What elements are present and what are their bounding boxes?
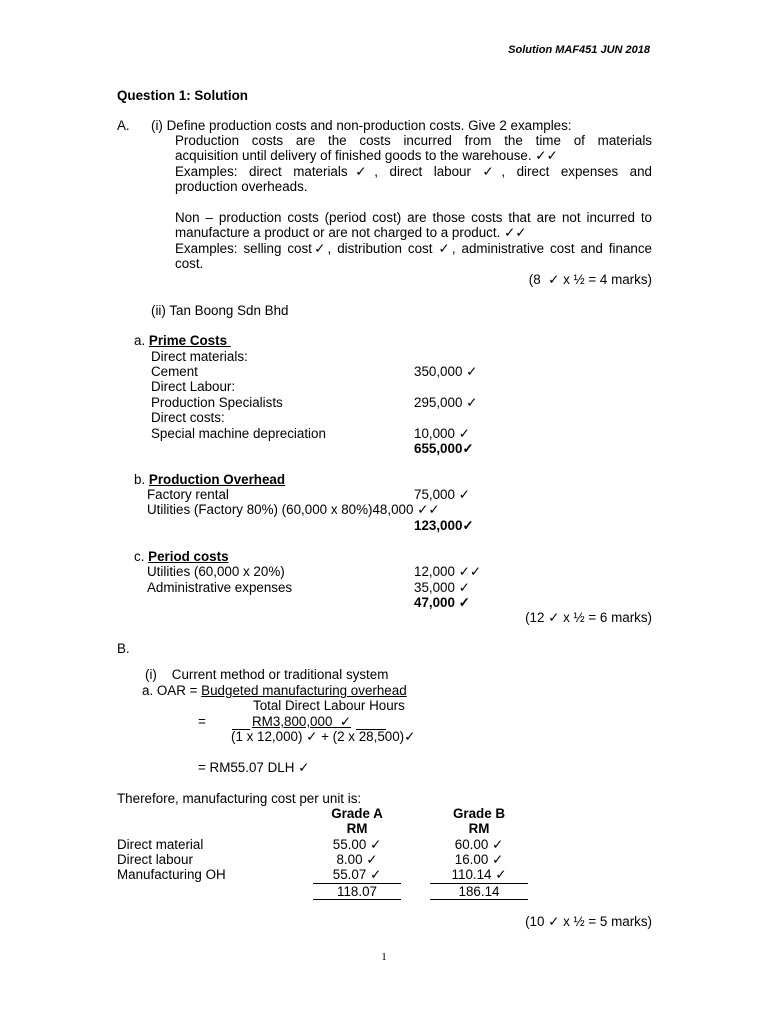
prime-costs-total: 655,000✓: [414, 441, 474, 456]
part-b-question-1: (i) Current method or traditional system: [145, 667, 389, 682]
table-row-label: Direct material: [117, 837, 204, 852]
production-examples-line-1: Examples: direct materials✓, direct labour ✓, direct expenses and: [175, 164, 652, 179]
table-cell-grade-b: 60.00 ✓: [454, 837, 504, 852]
table-total-grade-a: 118.07: [337, 884, 377, 899]
prime-row-label: Direct materials:: [151, 349, 248, 364]
total-line-bottom-a: [313, 899, 401, 900]
period-row-label: Administrative expenses: [147, 580, 293, 595]
prime-row-label: Special machine depreciation: [151, 426, 326, 441]
production-costs-line-1: Production costs are the costs incurred from the time of materials: [175, 133, 652, 148]
table-cell-grade-a: 55.07 ✓: [332, 867, 382, 882]
document-header: Solution MAF451 JUN 2018: [508, 44, 650, 56]
table-cell-grade-b: 110.14 ✓: [451, 867, 507, 882]
column-unit-a: RM: [346, 821, 368, 836]
oar-result: = RM55.07 DLH ✓: [198, 760, 310, 775]
calc-numerator: RM3,800,000 ✓: [252, 714, 352, 729]
production-overhead-heading: b. Production Overhead: [134, 472, 286, 487]
part-b-marker: B.: [117, 641, 130, 656]
column-header-grade-b: Grade B: [452, 806, 506, 821]
prime-row-label: Direct Labour:: [151, 379, 236, 394]
marks-allocation-1: (8 ✓ x ½ = 4 marks): [528, 272, 652, 287]
oar-formula: a. OAR = Budgeted manufacturing overhead: [142, 683, 407, 698]
prime-row-value: 10,000 ✓: [414, 426, 470, 441]
period-costs-heading: c. Period costs: [134, 549, 229, 564]
non-production-line-2: manufacture a product or are not charged to a product. ✓✓: [175, 225, 527, 240]
prime-row-label: Cement: [151, 364, 198, 379]
part-a-question-1: (i) Define production costs and non-production costs. Give 2 examples:: [151, 118, 572, 133]
non-production-line-1: Non – production costs (period cost) are those costs that are not incurred to: [175, 210, 652, 225]
overhead-row-label: Factory rental: [147, 487, 229, 502]
oar-denominator: Total Direct Labour Hours: [253, 698, 405, 713]
column-header-grade-a: Grade A: [331, 806, 383, 821]
total-line-bottom-b: [430, 899, 528, 900]
column-unit-b: RM: [468, 821, 490, 836]
table-cell-grade-a: 8.00 ✓: [336, 852, 378, 867]
page-number: 1: [381, 951, 387, 963]
period-costs-total: 47,000 ✓: [414, 595, 470, 610]
part-a-question-2: (ii) Tan Boong Sdn Bhd: [151, 303, 289, 318]
prime-costs-heading: a. Prime Costs: [134, 333, 231, 348]
prime-row-value: 295,000 ✓: [414, 395, 478, 410]
prime-row-label: Direct costs:: [151, 410, 225, 425]
production-examples-line-2: production overheads.: [175, 179, 308, 194]
equals-sign: =: [198, 714, 206, 729]
table-total-grade-b: 186.14: [458, 884, 500, 899]
therefore-text: Therefore, manufacturing cost per unit is:: [117, 791, 362, 806]
production-overhead-total: 123,000✓: [414, 518, 474, 533]
prime-row-label: Production Specialists: [151, 395, 283, 410]
table-cell-grade-a: 55.00 ✓: [332, 837, 382, 852]
production-costs-line-2: acquisition until delivery of finished goods to the warehouse. ✓✓: [175, 148, 558, 163]
question-title: Question 1: Solution: [117, 88, 248, 103]
overhead-row-utilities: Utilities (Factory 80%) (60,000 x 80%)48,000 ✓✓: [147, 502, 440, 517]
table-row-label: Direct labour: [117, 852, 193, 867]
non-production-examples-line-2: cost.: [175, 256, 204, 271]
period-row-value: 12,000 ✓✓: [414, 564, 482, 579]
table-row-label: Manufacturing OH: [117, 867, 226, 882]
marks-allocation-2: (12 ✓ x ½ = 6 marks): [525, 610, 652, 625]
period-row-label: Utilities (60,000 x 20%): [147, 564, 285, 579]
table-cell-grade-b: 16.00 ✓: [454, 852, 504, 867]
period-row-value: 35,000 ✓: [414, 580, 470, 595]
overhead-row-value: 75,000 ✓: [414, 487, 470, 502]
non-production-examples-line-1: Examples: selling cost✓, distribution cost ✓, administrative cost and finance: [175, 241, 652, 256]
part-a-marker: A.: [117, 118, 130, 133]
marks-allocation-3: (10 ✓ x ½ = 5 marks): [525, 914, 652, 929]
calc-denominator: (1 x 12,000) ✓ + (2 x 28,500)✓: [231, 729, 416, 744]
prime-row-value: 350,000 ✓: [414, 364, 478, 379]
